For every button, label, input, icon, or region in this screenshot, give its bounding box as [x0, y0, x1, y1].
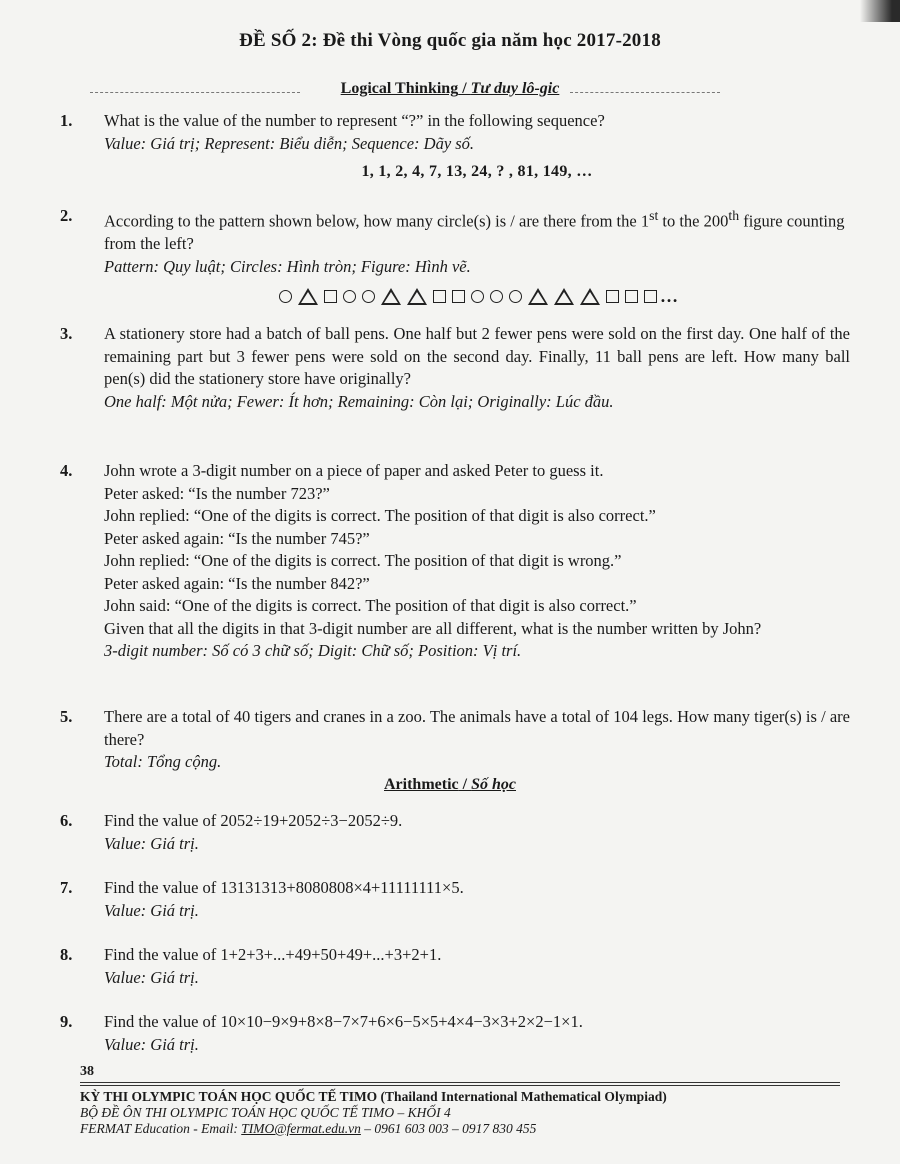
triangle-shape [554, 288, 574, 305]
page-title: ĐỀ SỐ 2: Đề thi Vòng quốc gia năm học 2017-2018 [239, 30, 661, 51]
question-text: According to the pattern shown below, how many circle(s) is / are there from the 1st to the 200th figure counting from the left? [104, 208, 845, 253]
circle-shape [509, 290, 522, 303]
page-number: 38 [80, 1064, 94, 1079]
question-7 [60, 877, 850, 922]
question-number: 2. [60, 206, 73, 225]
question-line: John wrote a 3-digit number on a piece of paper and asked Peter to guess it. [104, 461, 604, 480]
glossary: One half: Một nửa; Fewer: Ít hơn; Remaining: Còn lại; Originally: Lúc đầu. [104, 391, 614, 411]
circle-shape [490, 290, 503, 303]
square-shape [433, 290, 446, 303]
circle-shape [279, 290, 292, 303]
question-2 [60, 205, 850, 307]
footer-line-1: KỲ THI OLYMPIC TOÁN HỌC QUỐC TẾ TIMO (Thailand International Mathematical Olympiad) [80, 1089, 667, 1104]
section-heading-logic: Logical Thinking / Tư duy lô-gic [340, 80, 560, 97]
square-shape [606, 290, 619, 303]
question-line: Given that all the digits in that 3-digit number are all different, what is the number written by John? [104, 618, 762, 638]
question-number: 1. [60, 111, 73, 130]
question-line: John said: “One of the digits is correct. The position of that digit is also correct.” [104, 596, 637, 615]
question-3 [60, 323, 850, 413]
question-number: 3. [60, 324, 73, 343]
question-5 [60, 706, 850, 774]
page-footer [80, 1064, 840, 1137]
question-9 [60, 1011, 850, 1056]
question-1 [60, 110, 850, 184]
scan-shadow [860, 0, 900, 22]
footer-line-3: FERMAT Education - Email: TIMO@fermat.edu.vn – 0961 603 003 – 0917 830 455 [80, 1121, 537, 1136]
question-number: 8. [60, 945, 73, 964]
number-sequence: 1, 1, 2, 4, 7, 13, 24, ? , 81, 149, … [361, 163, 593, 180]
question-line: John replied: “One of the digits is correct. The position of that digit is also correct.” [104, 506, 656, 525]
question-4 [60, 460, 850, 663]
question-text: Find the value of 13131313+8080808×4+11111111×5. [104, 878, 464, 897]
circle-shape [471, 290, 484, 303]
glossary: Value: Giá trị. [104, 1034, 199, 1054]
email-link[interactable]: TIMO@fermat.edu.vn [241, 1121, 361, 1136]
question-line: Peter asked: “Is the number 723?” [104, 483, 330, 503]
question-text: A stationery store had a batch of ball pens. One half but 2 fewer pens were sold on the first day. One half of the remaining part but 3 fewer pens were sold on the second day. Finally, 11 ball pens are left. How many ball pen(s) did the stationery store have originally? [104, 324, 850, 388]
triangle-shape [407, 288, 427, 305]
glossary: Total: Tổng cộng. [104, 752, 222, 771]
glossary: Value: Giá trị; Represent: Biểu diễn; Sequence: Dãy số. [104, 133, 475, 153]
question-number: 4. [60, 461, 73, 480]
glossary: Value: Giá trị. [104, 967, 199, 987]
question-text: What is the value of the number to represent “?” in the following sequence? [104, 111, 605, 130]
glossary: Value: Giá trị. [104, 833, 199, 853]
question-line: John replied: “One of the digits is correct. The position of that digit is wrong.” [104, 551, 622, 570]
question-8 [60, 944, 850, 989]
question-text: There are a total of 40 tigers and cranes in a zoo. The animals have a total of 104 legs. How many tiger(s) is / are there? [104, 707, 850, 749]
question-number: 6. [60, 811, 73, 830]
footer-rule [80, 1082, 840, 1086]
question-6 [60, 810, 850, 855]
question-number: 9. [60, 1012, 73, 1031]
question-text: Find the value of 10×10−9×9+8×8−7×7+6×6−5×5+4×4−3×3+2×2−1×1. [104, 1012, 583, 1031]
circle-shape [343, 290, 356, 303]
glossary: 3-digit number: Số có 3 chữ số; Digit: Chữ số; Position: Vị trí. [104, 641, 522, 660]
square-shape [452, 290, 465, 303]
question-line: Peter asked again: “Is the number 842?” [104, 573, 370, 593]
square-shape [324, 290, 337, 303]
square-shape [644, 290, 657, 303]
ellipsis: … [660, 285, 678, 306]
question-text: Find the value of 1+2+3+...+49+50+49+...+3+2+1. [104, 945, 442, 964]
footer-line-2: BỘ ĐỀ ÔN THI OLYMPIC TOÁN HỌC QUỐC TẾ TIMO – KHỐI 4 [80, 1105, 451, 1120]
shape-pattern [104, 284, 850, 307]
triangle-shape [298, 288, 318, 305]
section-heading-arithmetic: Arithmetic / Số học [384, 776, 516, 793]
triangle-shape [381, 288, 401, 305]
glossary: Pattern: Quy luật; Circles: Hình tròn; Figure: Hình vẽ. [104, 256, 471, 276]
triangle-shape [528, 288, 548, 305]
square-shape [625, 290, 638, 303]
circle-shape [362, 290, 375, 303]
question-text: Find the value of 2052÷19+2052÷3−2052÷9. [104, 811, 403, 830]
question-number: 5. [60, 707, 73, 726]
triangle-shape [580, 288, 600, 305]
question-number: 7. [60, 878, 73, 897]
glossary: Value: Giá trị. [104, 900, 199, 920]
question-line: Peter asked again: “Is the number 745?” [104, 528, 370, 548]
